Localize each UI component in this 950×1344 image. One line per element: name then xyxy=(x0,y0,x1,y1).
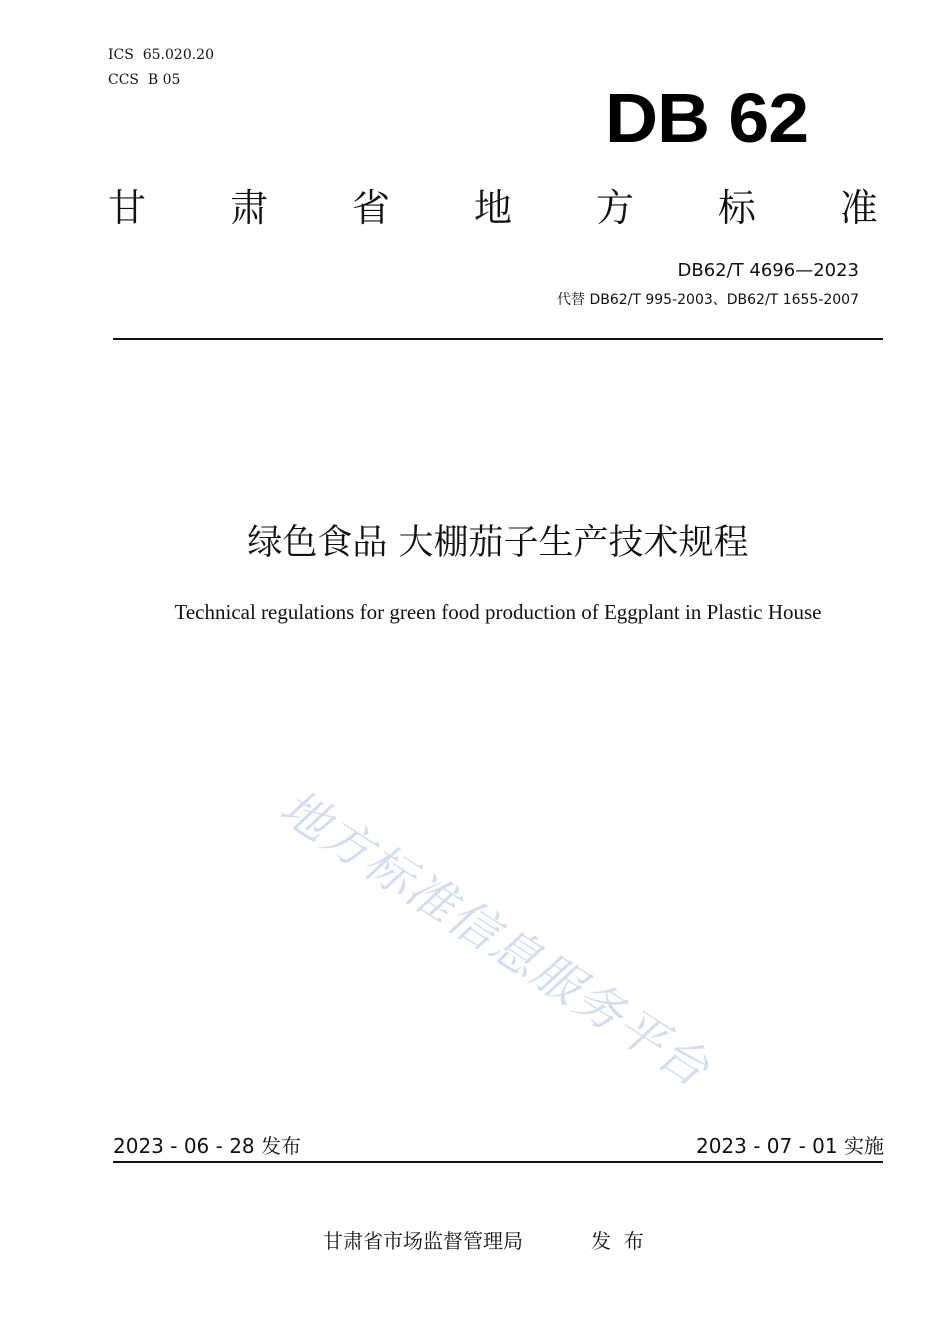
ccs-code: CCS B 05 xyxy=(108,72,181,88)
header-divider xyxy=(113,338,883,340)
issue-date: 2023 - 06 - 28 发布 xyxy=(113,1134,302,1158)
standard-type-char: 方 xyxy=(595,186,634,230)
ics-code: ICS 65.020.20 xyxy=(108,47,214,63)
issue-action: 发 布 xyxy=(591,1229,644,1253)
db62-logo: DB 62 xyxy=(605,79,809,157)
standard-type-char: 地 xyxy=(473,186,512,230)
title-chinese: 绿色食品 大棚茄子生产技术规程 xyxy=(247,523,749,563)
issuing-authority: 甘肃省市场监督管理局 xyxy=(323,1229,523,1253)
standard-type-char: 省 xyxy=(351,186,390,230)
implementation-date: 2023 - 07 - 01 实施 xyxy=(695,1134,884,1158)
replaces-standards: 代替 DB62/T 995-2003、DB62/T 1655-2007 xyxy=(557,292,859,308)
standard-number: DB62/T 4696—2023 xyxy=(677,260,859,281)
watermark: 地方标准信息服务平台 xyxy=(269,779,720,1099)
standard-type-char: 肃 xyxy=(229,186,268,230)
standard-type-char: 甘 xyxy=(108,186,147,230)
standard-type-char: 标 xyxy=(717,186,756,230)
standard-type-heading xyxy=(108,182,878,234)
footer-divider xyxy=(113,1161,883,1163)
standard-type-char: 准 xyxy=(839,186,878,230)
title-english: Technical regulations for green food production of Eggplant in Plastic House xyxy=(174,600,822,624)
